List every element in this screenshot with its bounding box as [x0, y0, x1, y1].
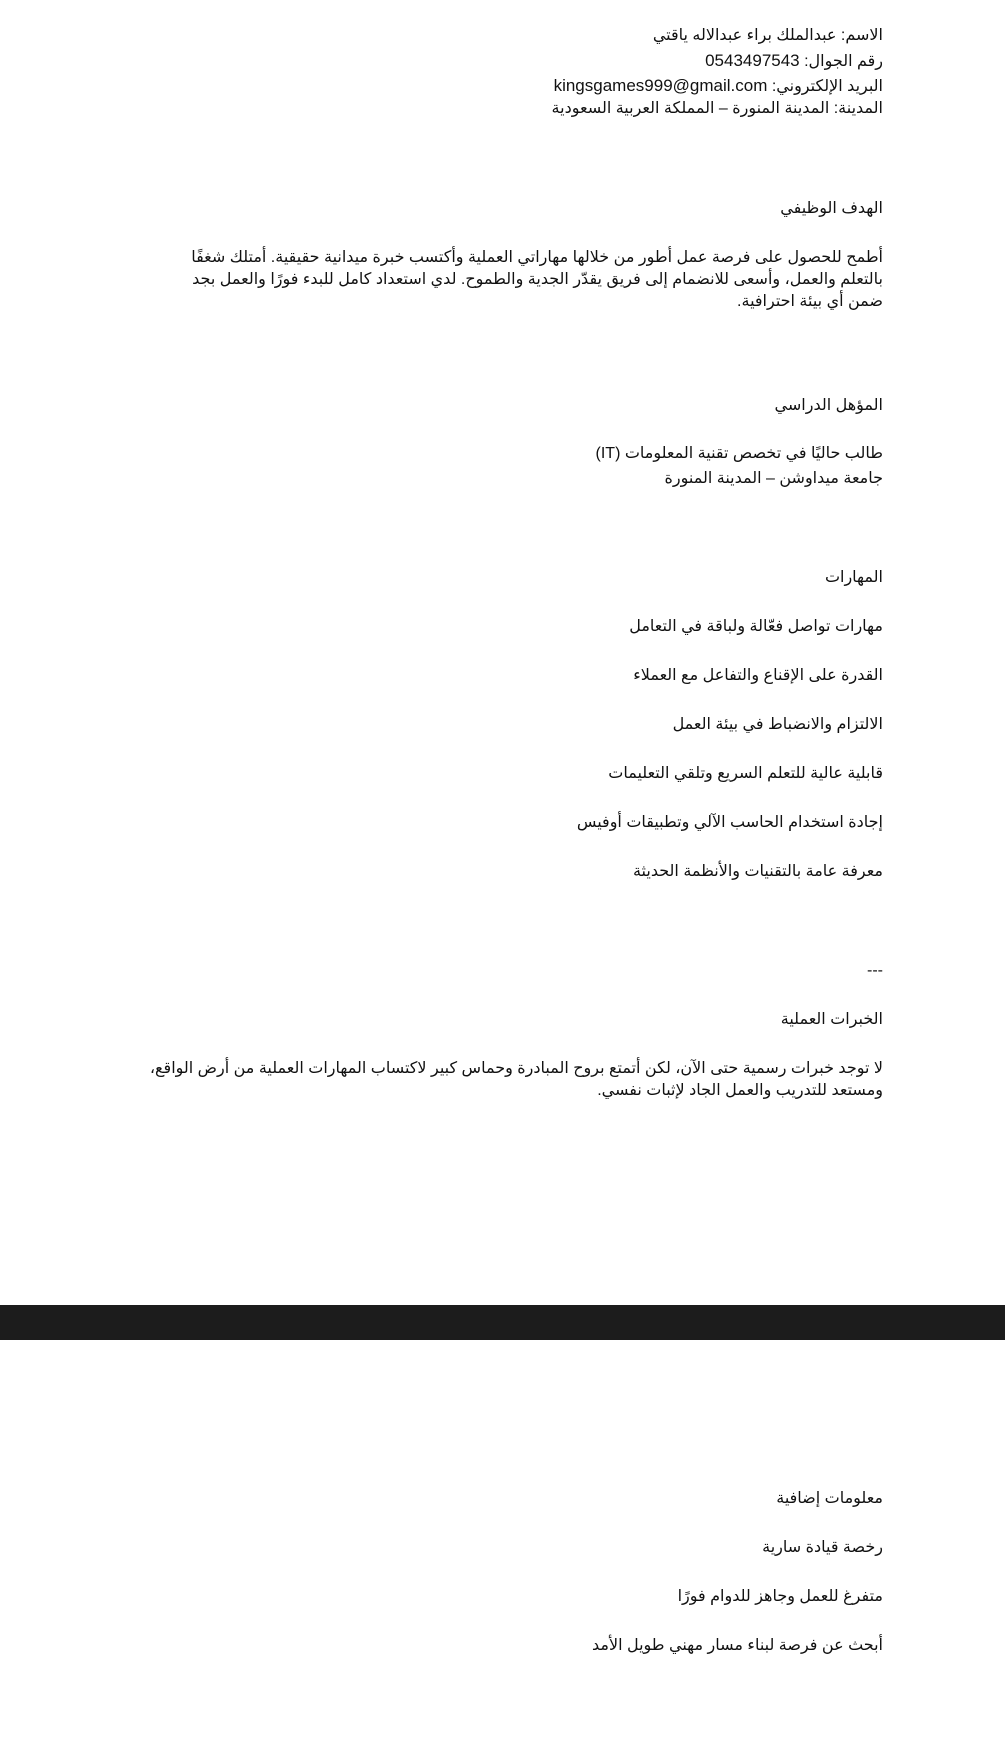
skill-item: الالتزام والانضباط في بيئة العمل	[672, 716, 883, 733]
city-value: المدينة المنورة – المملكة العربية السعودية	[551, 100, 830, 117]
email-line	[554, 75, 883, 98]
city-label: المدينة:	[833, 100, 883, 117]
phone-label: رقم الجوال:	[804, 53, 883, 70]
phone-value: 0543497543	[705, 51, 800, 70]
section-divider: ---	[867, 962, 883, 979]
city-line	[552, 98, 883, 120]
additional-item: أبحث عن فرصة لبناء مسار مهني طويل الأمد	[591, 1637, 883, 1654]
additional-heading: معلومات إضافية	[776, 1490, 883, 1507]
education-line-2: جامعة ميداوشن – المدينة المنورة	[664, 470, 883, 487]
name-line	[653, 25, 883, 47]
skill-item: إجادة استخدام الحاسب الآلي وتطبيقات أوفيس	[576, 814, 883, 831]
education-line-1: طالب حاليًا في تخصص تقنية المعلومات (IT)	[595, 445, 883, 462]
experience-heading: الخبرات العملية	[780, 1011, 883, 1028]
experience-text: لا توجد خبرات رسمية حتى الآن، لكن أتمتع بروح المبادرة وحماس كبير لاكتساب المهارات العملية من أرض الواقع، ومستعد للتدريب والعمل الجاد لإثبات نفسي.	[149, 1060, 883, 1099]
phone-line	[705, 50, 883, 73]
email-value: kingsgames999@gmail.com	[553, 76, 768, 95]
objective-heading: الهدف الوظيفي	[780, 200, 883, 217]
skill-item: معرفة عامة بالتقنيات والأنظمة الحديثة	[632, 863, 883, 880]
name-value: عبدالملك براء عبدالاله ياقتي	[652, 27, 837, 44]
email-label: البريد الإلكتروني:	[771, 78, 883, 95]
name-label: الاسم:	[840, 27, 883, 44]
skill-item: قابلية عالية للتعلم السريع وتلقي التعليمات	[608, 765, 883, 782]
page-separator	[0, 1305, 1005, 1340]
objective-text: أطمح للحصول على فرصة عمل أطور من خلالها مهاراتي العملية وأكتسب خبرة ميدانية حقيقية. أمتلك شغفًا بالتعلم والعمل، وأسعى للانضمام إلى فريق يقدّر الجدية والطموح. لدي استعداد كامل للبدء فورًا والعمل بجد ضمن أي بيئة احترافية.	[191, 249, 883, 310]
skill-item: القدرة على الإقناع والتفاعل مع العملاء	[633, 667, 883, 684]
skills-heading: المهارات	[824, 569, 883, 586]
additional-item: متفرغ للعمل وجاهز للدوام فورًا	[677, 1588, 883, 1605]
education-heading: المؤهل الدراسي	[774, 397, 883, 414]
resume-page-2	[0, 1340, 1005, 1749]
skill-item: مهارات تواصل فعّالة ولباقة في التعامل	[629, 618, 883, 635]
additional-item: رخصة قيادة سارية	[762, 1539, 883, 1556]
